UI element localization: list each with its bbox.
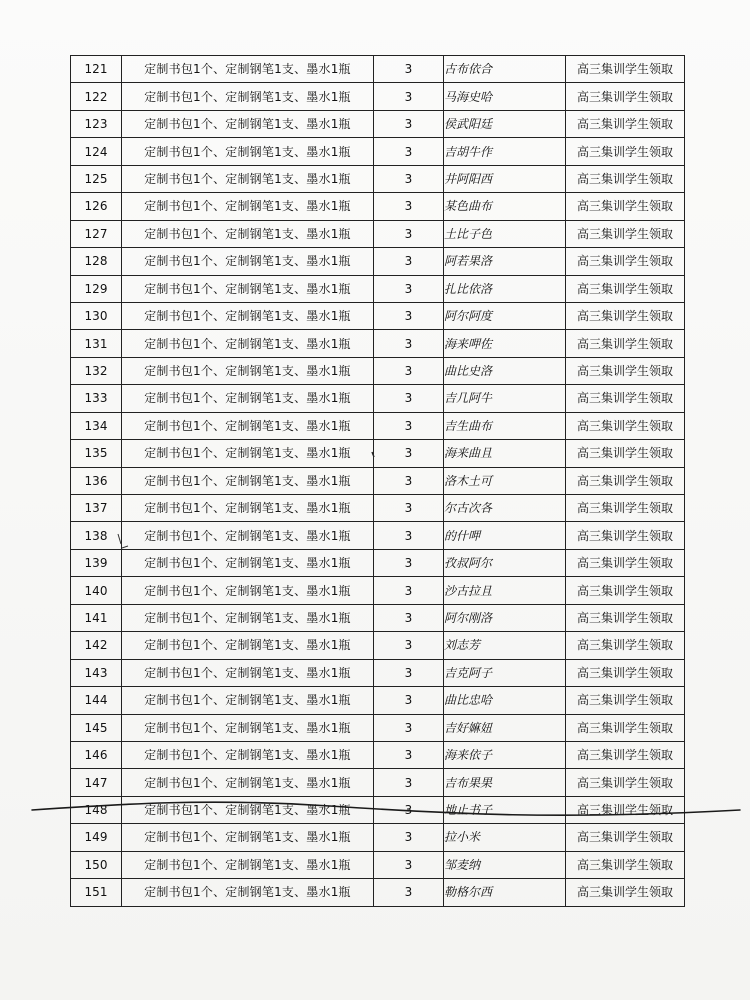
recipient-signature: 邹麦纳	[444, 851, 566, 878]
item-description: 定制书包1个、定制钢笔1支、墨水1瓶	[122, 741, 374, 768]
recipient-signature: 吉布果果	[444, 769, 566, 796]
quantity: 3	[374, 522, 444, 549]
table-row	[71, 824, 685, 851]
row-number: 121	[71, 56, 122, 83]
row-number: 142	[71, 632, 122, 659]
item-description: 定制书包1个、定制钢笔1支、墨水1瓶	[122, 138, 374, 165]
item-description: 定制书包1个、定制钢笔1支、墨水1瓶	[122, 110, 374, 137]
remark: 高三集训学生领取	[566, 741, 685, 768]
recipient-signature: 某色曲布	[444, 193, 566, 220]
recipient-signature: 吉好嫲妞	[444, 714, 566, 741]
item-description: 定制书包1个、定制钢笔1支、墨水1瓶	[122, 302, 374, 329]
recipient-signature: 的什呷	[444, 522, 566, 549]
recipient-signature: 侯武阳廷	[444, 110, 566, 137]
item-description: 定制书包1个、定制钢笔1支、墨水1瓶	[122, 495, 374, 522]
item-description: 定制书包1个、定制钢笔1支、墨水1瓶	[122, 604, 374, 631]
row-number: 138	[71, 522, 122, 549]
table-row	[71, 110, 685, 137]
row-number: 144	[71, 687, 122, 714]
table-row	[71, 741, 685, 768]
item-description: 定制书包1个、定制钢笔1支、墨水1瓶	[122, 220, 374, 247]
recipient-signature: 阿尔刚洛	[444, 604, 566, 631]
item-description: 定制书包1个、定制钢笔1支、墨水1瓶	[122, 193, 374, 220]
item-description: 定制书包1个、定制钢笔1支、墨水1瓶	[122, 879, 374, 906]
quantity: 3	[374, 879, 444, 906]
quantity: 3	[374, 193, 444, 220]
quantity: 3	[374, 412, 444, 439]
table-row	[71, 851, 685, 878]
table-row	[71, 604, 685, 631]
remark: 高三集训学生领取	[566, 604, 685, 631]
row-number: 151	[71, 879, 122, 906]
table-row	[71, 330, 685, 357]
remark: 高三集训学生领取	[566, 769, 685, 796]
row-number: 150	[71, 851, 122, 878]
row-number: 137	[71, 495, 122, 522]
table-row	[71, 659, 685, 686]
row-number: 128	[71, 248, 122, 275]
recipient-signature: 曲比忠哈	[444, 687, 566, 714]
remark: 高三集训学生领取	[566, 687, 685, 714]
remark: 高三集训学生领取	[566, 56, 685, 83]
quantity: 3	[374, 385, 444, 412]
table-row	[71, 632, 685, 659]
remark: 高三集训学生领取	[566, 577, 685, 604]
remark: 高三集训学生领取	[566, 220, 685, 247]
recipient-signature: 海来依子	[444, 741, 566, 768]
item-description: 定制书包1个、定制钢笔1支、墨水1瓶	[122, 330, 374, 357]
recipient-signature: 沙古拉且	[444, 577, 566, 604]
table-row	[71, 796, 685, 823]
quantity: 3	[374, 604, 444, 631]
remark: 高三集训学生领取	[566, 714, 685, 741]
quantity: 3	[374, 440, 444, 467]
item-description: 定制书包1个、定制钢笔1支、墨水1瓶	[122, 687, 374, 714]
row-number: 136	[71, 467, 122, 494]
recipient-signature: 勒格尔西	[444, 879, 566, 906]
remark: 高三集训学生领取	[566, 83, 685, 110]
quantity: 3	[374, 165, 444, 192]
remark: 高三集训学生领取	[566, 659, 685, 686]
table-row	[71, 248, 685, 275]
remark: 高三集训学生领取	[566, 138, 685, 165]
quantity: 3	[374, 275, 444, 302]
row-number: 122	[71, 83, 122, 110]
remark: 高三集训学生领取	[566, 302, 685, 329]
quantity: 3	[374, 549, 444, 576]
recipient-signature: 土比子色	[444, 220, 566, 247]
table-row	[71, 440, 685, 467]
item-description: 定制书包1个、定制钢笔1支、墨水1瓶	[122, 522, 374, 549]
recipient-signature: 洛木土可	[444, 467, 566, 494]
roster-table-body	[71, 56, 685, 907]
table-row	[71, 769, 685, 796]
remark: 高三集训学生领取	[566, 522, 685, 549]
remark: 高三集训学生领取	[566, 879, 685, 906]
quantity: 3	[374, 495, 444, 522]
row-number: 146	[71, 741, 122, 768]
remark: 高三集训学生领取	[566, 632, 685, 659]
table-row	[71, 495, 685, 522]
table-row	[71, 302, 685, 329]
table-row	[71, 385, 685, 412]
item-description: 定制书包1个、定制钢笔1支、墨水1瓶	[122, 56, 374, 83]
quantity: 3	[374, 824, 444, 851]
table-row	[71, 714, 685, 741]
row-number: 135	[71, 440, 122, 467]
item-description: 定制书包1个、定制钢笔1支、墨水1瓶	[122, 796, 374, 823]
recipient-signature: 吉生曲布	[444, 412, 566, 439]
quantity: 3	[374, 632, 444, 659]
row-number: 126	[71, 193, 122, 220]
quantity: 3	[374, 577, 444, 604]
quantity: 3	[374, 851, 444, 878]
table-row	[71, 220, 685, 247]
recipient-signature: 马海史哈	[444, 83, 566, 110]
table-row	[71, 549, 685, 576]
recipient-signature: 刘志芳	[444, 632, 566, 659]
table-row	[71, 357, 685, 384]
row-number: 140	[71, 577, 122, 604]
remark: 高三集训学生领取	[566, 824, 685, 851]
remark: 高三集训学生领取	[566, 796, 685, 823]
row-number: 145	[71, 714, 122, 741]
row-number: 139	[71, 549, 122, 576]
row-number: 132	[71, 357, 122, 384]
row-number: 147	[71, 769, 122, 796]
item-description: 定制书包1个、定制钢笔1支、墨水1瓶	[122, 412, 374, 439]
item-description: 定制书包1个、定制钢笔1支、墨水1瓶	[122, 357, 374, 384]
remark: 高三集训学生领取	[566, 330, 685, 357]
recipient-signature: 海来曲且	[444, 440, 566, 467]
quantity: 3	[374, 83, 444, 110]
row-number: 148	[71, 796, 122, 823]
recipient-signature: 阿若果洛	[444, 248, 566, 275]
recipient-signature: 海来呷佐	[444, 330, 566, 357]
item-description: 定制书包1个、定制钢笔1支、墨水1瓶	[122, 659, 374, 686]
recipient-signature: 尔古次各	[444, 495, 566, 522]
row-number: 134	[71, 412, 122, 439]
quantity: 3	[374, 687, 444, 714]
item-description: 定制书包1个、定制钢笔1支、墨水1瓶	[122, 714, 374, 741]
table-row	[71, 879, 685, 906]
item-description: 定制书包1个、定制钢笔1支、墨水1瓶	[122, 851, 374, 878]
recipient-signature: 井阿阳西	[444, 165, 566, 192]
recipient-signature: 曲比史洛	[444, 357, 566, 384]
row-number: 141	[71, 604, 122, 631]
remark: 高三集训学生领取	[566, 385, 685, 412]
table-row	[71, 165, 685, 192]
table-row	[71, 83, 685, 110]
remark: 高三集训学生领取	[566, 412, 685, 439]
remark: 高三集训学生领取	[566, 549, 685, 576]
item-description: 定制书包1个、定制钢笔1支、墨水1瓶	[122, 632, 374, 659]
quantity: 3	[374, 769, 444, 796]
item-description: 定制书包1个、定制钢笔1支、墨水1瓶	[122, 275, 374, 302]
quantity: 3	[374, 220, 444, 247]
remark: 高三集训学生领取	[566, 357, 685, 384]
recipient-signature: 扎比依洛	[444, 275, 566, 302]
quantity: 3	[374, 796, 444, 823]
quantity: 3	[374, 302, 444, 329]
item-description: 定制书包1个、定制钢笔1支、墨水1瓶	[122, 385, 374, 412]
remark: 高三集训学生领取	[566, 851, 685, 878]
quantity: 3	[374, 357, 444, 384]
item-description: 定制书包1个、定制钢笔1支、墨水1瓶	[122, 577, 374, 604]
recipient-signature: 吉几阿牛	[444, 385, 566, 412]
item-description: 定制书包1个、定制钢笔1支、墨水1瓶	[122, 467, 374, 494]
row-number: 143	[71, 659, 122, 686]
row-number: 131	[71, 330, 122, 357]
row-number: 123	[71, 110, 122, 137]
remark: 高三集训学生领取	[566, 467, 685, 494]
remark: 高三集训学生领取	[566, 495, 685, 522]
recipient-signature: 孜叔阿尔	[444, 549, 566, 576]
quantity: 3	[374, 248, 444, 275]
row-number: 125	[71, 165, 122, 192]
row-number: 129	[71, 275, 122, 302]
table-row	[71, 522, 685, 549]
row-number: 124	[71, 138, 122, 165]
recipient-signature: 阿尔阿度	[444, 302, 566, 329]
item-description: 定制书包1个、定制钢笔1支、墨水1瓶	[122, 824, 374, 851]
remark: 高三集训学生领取	[566, 248, 685, 275]
quantity: 3	[374, 138, 444, 165]
quantity: 3	[374, 56, 444, 83]
item-description: 定制书包1个、定制钢笔1支、墨水1瓶	[122, 440, 374, 467]
quantity: 3	[374, 330, 444, 357]
remark: 高三集训学生领取	[566, 110, 685, 137]
table-row	[71, 577, 685, 604]
row-number: 133	[71, 385, 122, 412]
quantity: 3	[374, 467, 444, 494]
recipient-signature: 吉克阿子	[444, 659, 566, 686]
row-number: 149	[71, 824, 122, 851]
item-description: 定制书包1个、定制钢笔1支、墨水1瓶	[122, 248, 374, 275]
remark: 高三集训学生领取	[566, 275, 685, 302]
recipient-signature: 古布依合	[444, 56, 566, 83]
remark: 高三集训学生领取	[566, 193, 685, 220]
quantity: 3	[374, 659, 444, 686]
quantity: 3	[374, 110, 444, 137]
distribution-roster-table	[70, 55, 685, 907]
table-row	[71, 467, 685, 494]
row-number: 127	[71, 220, 122, 247]
table-row	[71, 687, 685, 714]
row-number: 130	[71, 302, 122, 329]
remark: 高三集训学生领取	[566, 165, 685, 192]
recipient-signature: 拉小米	[444, 824, 566, 851]
item-description: 定制书包1个、定制钢笔1支、墨水1瓶	[122, 769, 374, 796]
table-row	[71, 193, 685, 220]
recipient-signature: 地止书子	[444, 796, 566, 823]
table-row	[71, 56, 685, 83]
table-row	[71, 138, 685, 165]
quantity: 3	[374, 714, 444, 741]
item-description: 定制书包1个、定制钢笔1支、墨水1瓶	[122, 549, 374, 576]
item-description: 定制书包1个、定制钢笔1支、墨水1瓶	[122, 83, 374, 110]
remark: 高三集训学生领取	[566, 440, 685, 467]
recipient-signature: 吉胡牛作	[444, 138, 566, 165]
quantity: 3	[374, 741, 444, 768]
item-description: 定制书包1个、定制钢笔1支、墨水1瓶	[122, 165, 374, 192]
table-row	[71, 412, 685, 439]
table-row	[71, 275, 685, 302]
